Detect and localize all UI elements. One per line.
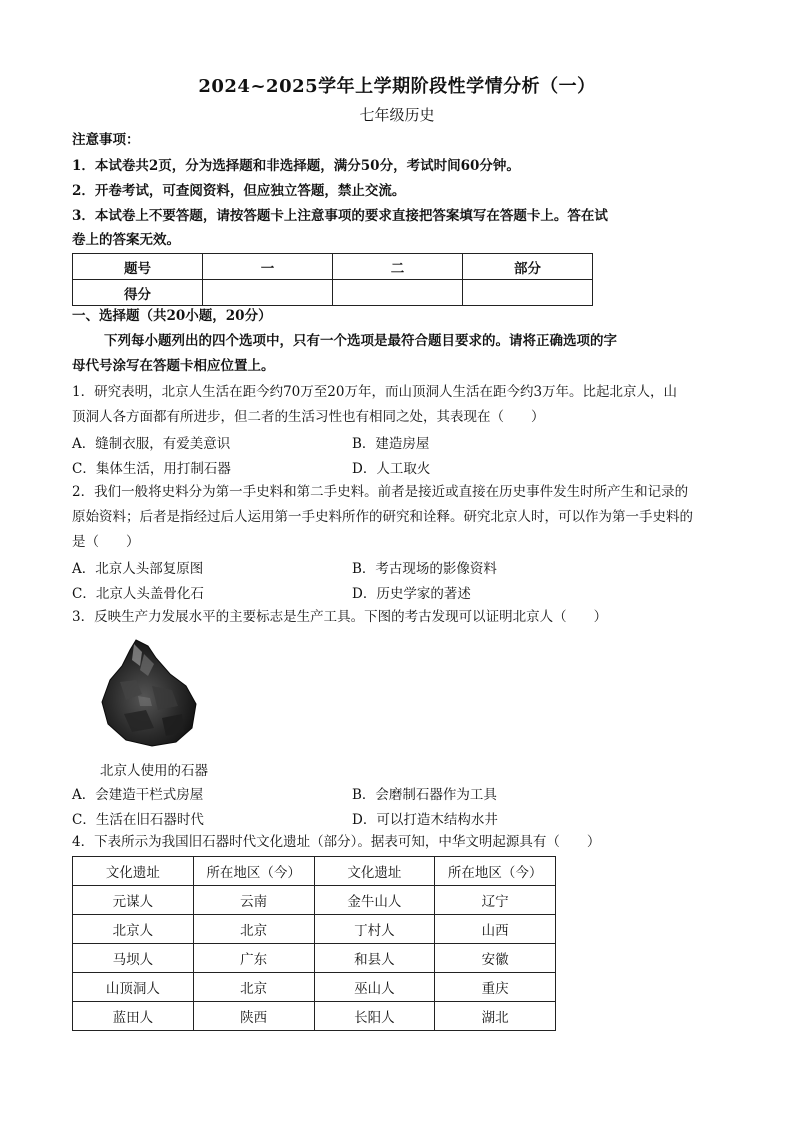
score-cell: 题号 (73, 254, 203, 280)
q2-option-d: D．历史学家的著述 (352, 586, 471, 602)
q1-option-a: A．缝制衣服，有爱美意识 (72, 436, 231, 452)
table-row (73, 944, 556, 973)
score-table-header-row (73, 254, 593, 280)
table-header-cell: 文化遗址 (73, 857, 194, 886)
score-cell: 得分 (73, 280, 203, 306)
score-cell: 一 (203, 254, 333, 280)
q3-option-b: B．会磨制石器作为工具 (352, 787, 497, 803)
table-cell: 辽宁 (435, 886, 556, 915)
score-input-cell (463, 280, 593, 306)
table-cell: 北京人 (73, 915, 194, 944)
table-cell: 安徽 (435, 944, 556, 973)
q1-stem-line-1: 1．研究表明，北京人生活在距今约70万至20万年，而山顶洞人生活在距今约3万年。比起北京人，山 (72, 384, 678, 400)
table-cell: 元谋人 (73, 886, 194, 915)
notice-heading: 注意事项： (72, 132, 140, 148)
q2-stem-line-2: 原始资料；后者是指经过后人运用第一手史料所作的研究和诠释。研究北京人时，可以作为第一手史料的 (72, 509, 693, 525)
table-row (73, 915, 556, 944)
exam-title: 2024~2025学年上学期阶段性学情分析（一） (198, 76, 596, 97)
table-cell: 山顶洞人 (73, 973, 194, 1002)
table-cell: 丁村人 (314, 915, 435, 944)
section-instruction-line-2: 母代号涂写在答题卡相应位置上。 (72, 358, 275, 374)
q1-option-b: B．建造房屋 (352, 436, 430, 452)
table-header-cell: 所在地区（今） (435, 857, 556, 886)
table-cell: 广东 (193, 944, 314, 973)
q3-stem-line-1: 3．反映生产力发展水平的主要标志是生产工具。下图的考古发现可以证明北京人（ ） (72, 609, 608, 625)
score-input-cell (203, 280, 333, 306)
notice-item-3-line-2: 卷上的答案无效。 (72, 232, 180, 248)
table-cell: 蓝田人 (73, 1002, 194, 1031)
table-cell: 金牛山人 (314, 886, 435, 915)
score-cell: 二 (333, 254, 463, 280)
table-cell: 和县人 (314, 944, 435, 973)
notice-item-1: 1．本试卷共2页，分为选择题和非选择题，满分50分，考试时间60分钟。 (72, 158, 520, 174)
q3-option-a: A．会建造干栏式房屋 (72, 787, 204, 803)
table-cell: 山西 (435, 915, 556, 944)
score-cell: 部分 (463, 254, 593, 280)
score-input-cell (333, 280, 463, 306)
q3-option-c: C．生活在旧石器时代 (72, 812, 204, 828)
score-table (72, 253, 593, 306)
q2-option-b: B．考古现场的影像资料 (352, 561, 497, 577)
table-row (73, 1002, 556, 1031)
table-cell: 北京 (193, 973, 314, 1002)
table-cell: 巫山人 (314, 973, 435, 1002)
q1-option-c: C．集体生活，用打制石器 (72, 461, 231, 477)
table-cell: 云南 (193, 886, 314, 915)
figure-caption: 北京人使用的石器 (100, 763, 208, 779)
q2-stem-line-3: 是（ ） (72, 534, 140, 550)
q1-stem-line-2: 顶洞人各方面都有所进步，但二者的生活习性也有相同之处，其表现在（ ） (72, 409, 545, 425)
table-cell: 重庆 (435, 973, 556, 1002)
exam-subtitle: 七年级历史 (359, 106, 435, 124)
table-cell: 陕西 (193, 1002, 314, 1031)
q4-stem-line-1: 4．下表所示为我国旧石器时代文化遗址（部分）。据表可知，中华文明起源具有（ ） (72, 834, 601, 850)
table-cell: 北京 (193, 915, 314, 944)
q2-option-c: C．北京人头盖骨化石 (72, 586, 204, 602)
score-table-score-row (73, 280, 593, 306)
q2-option-a: A．北京人头部复原图 (72, 561, 204, 577)
sites-table (72, 856, 556, 1031)
stone-tool-image (96, 636, 204, 748)
table-row (73, 886, 556, 915)
q1-option-d: D．人工取火 (352, 461, 431, 477)
table-cell: 长阳人 (314, 1002, 435, 1031)
section-heading: 一、选择题（共20小题，20分） (72, 308, 272, 324)
table-header-cell: 文化遗址 (314, 857, 435, 886)
sites-table-header-row (73, 857, 556, 886)
notice-item-3-line-1: 3．本试卷上不要答题，请按答题卡上注意事项的要求直接把答案填写在答题卡上。答在试 (72, 208, 608, 224)
table-row (73, 973, 556, 1002)
notice-item-2: 2．开卷考试，可查阅资料，但应独立答题，禁止交流。 (72, 183, 406, 199)
table-cell: 湖北 (435, 1002, 556, 1031)
q3-option-d: D．可以打造木结构水井 (352, 812, 498, 828)
table-cell: 马坝人 (73, 944, 194, 973)
q2-stem-line-1: 2．我们一般将史料分为第一手史料和第二手史料。前者是接近或直接在历史事件发生时所产生和记录的 (72, 484, 689, 500)
table-header-cell: 所在地区（今） (193, 857, 314, 886)
section-instruction-line-1: 下列每小题列出的四个选项中，只有一个选项是最符合题目要求的。请将正确选项的字 (104, 333, 617, 349)
